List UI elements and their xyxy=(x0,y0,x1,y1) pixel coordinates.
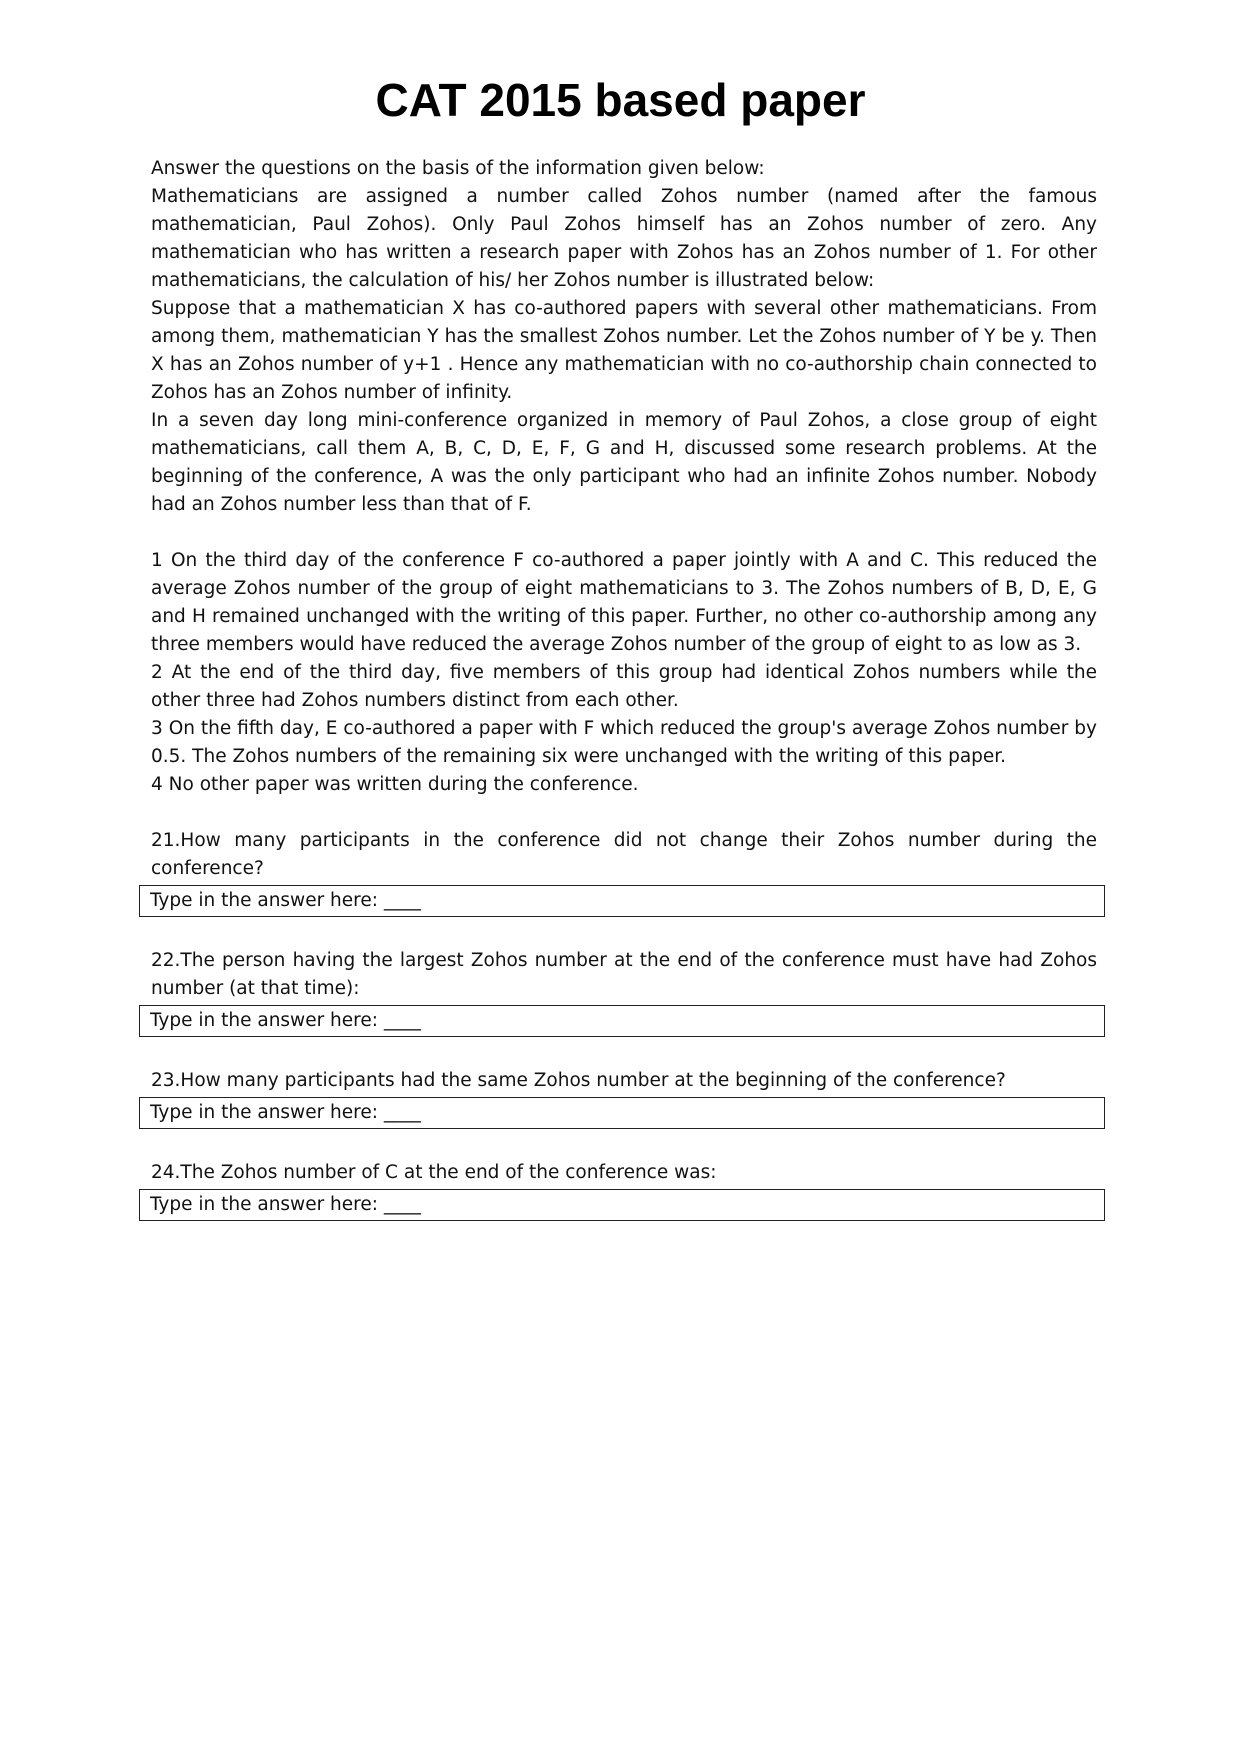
answer-box-21[interactable]: Type in the answer here: ____ xyxy=(139,885,1105,917)
question-text: 23.How many participants had the same Zohos number at the beginning of the conference? xyxy=(151,1070,1006,1091)
question-21 xyxy=(151,827,1097,917)
fact-3: 3 On the fifth day, E co-authored a paper with F which reduced the group's average Zohos number by 0.5. The Zohos numbers of the remaining six were unchanged with the writing of this paper. xyxy=(151,718,1097,767)
fact-2: 2 At the end of the third day, five members of this group had identical Zohos numbers while the other three had Zohos numbers distinct from each other. xyxy=(151,662,1097,711)
question-24 xyxy=(151,1159,1097,1221)
fact-1: 1 On the third day of the conference F co-authored a paper jointly with A and C. This reduced the average Zohos number of the group of eight mathematicians to 3. The Zohos numbers of B, D, E, G and H remained unchanged with the writing of this paper. Further, no other co-authorship among any three members would have reduced the average Zohos number of the group of eight to as low as 3. xyxy=(151,550,1097,655)
intro-paragraph-1: Mathematicians are assigned a number called Zohos number (named after the famous mathematician, Paul Zohos). Only Paul Zohos himself has an Zohos number of zero. Any mathematician who has written a research paper with Zohos has an Zohos number of 1. For other mathematicians, the calculation of his/ her Zohos number is illustrated below: xyxy=(151,186,1097,291)
fact-4: 4 No other paper was written during the conference. xyxy=(151,774,639,795)
answer-box-24[interactable]: Type in the answer here: ____ xyxy=(139,1189,1105,1221)
question-23 xyxy=(151,1067,1097,1129)
intro-paragraph-3: In a seven day long mini-conference organized in memory of Paul Zohos, a close group of eight mathematicians, call them A, B, C, D, E, F, G and H, discussed some research problems. At the beginning of the conference, A was the only participant who had an infinite Zohos number. Nobody had an Zohos number less than that of F. xyxy=(151,410,1097,515)
question-22 xyxy=(151,947,1097,1037)
answer-box-22[interactable]: Type in the answer here: ____ xyxy=(139,1005,1105,1037)
question-text: 22.The person having the largest Zohos number at the end of the conference must have had Zohos number (at that time): xyxy=(151,950,1097,999)
question-text: 24.The Zohos number of C at the end of the conference was: xyxy=(151,1162,717,1183)
intro-lead: Answer the questions on the basis of the information given below: xyxy=(151,158,765,179)
spacer xyxy=(151,799,1097,827)
page-title: CAT 2015 based paper xyxy=(375,74,866,126)
question-text: 21.How many participants in the conference did not change their Zohos number during the conference? xyxy=(151,830,1097,879)
intro-paragraph-2: Suppose that a mathematician X has co-authored papers with several other mathematicians. From among them, mathematician Y has the smallest Zohos number. Let the Zohos number of Y be y. Then X has an Zohos number of y+1 . Hence any mathematician with no co-authorship chain connected to Zohos has an Zohos number of infinity. xyxy=(151,298,1097,403)
spacer xyxy=(151,519,1097,547)
answer-box-23[interactable]: Type in the answer here: ____ xyxy=(139,1097,1105,1129)
document-body xyxy=(151,155,1097,1221)
